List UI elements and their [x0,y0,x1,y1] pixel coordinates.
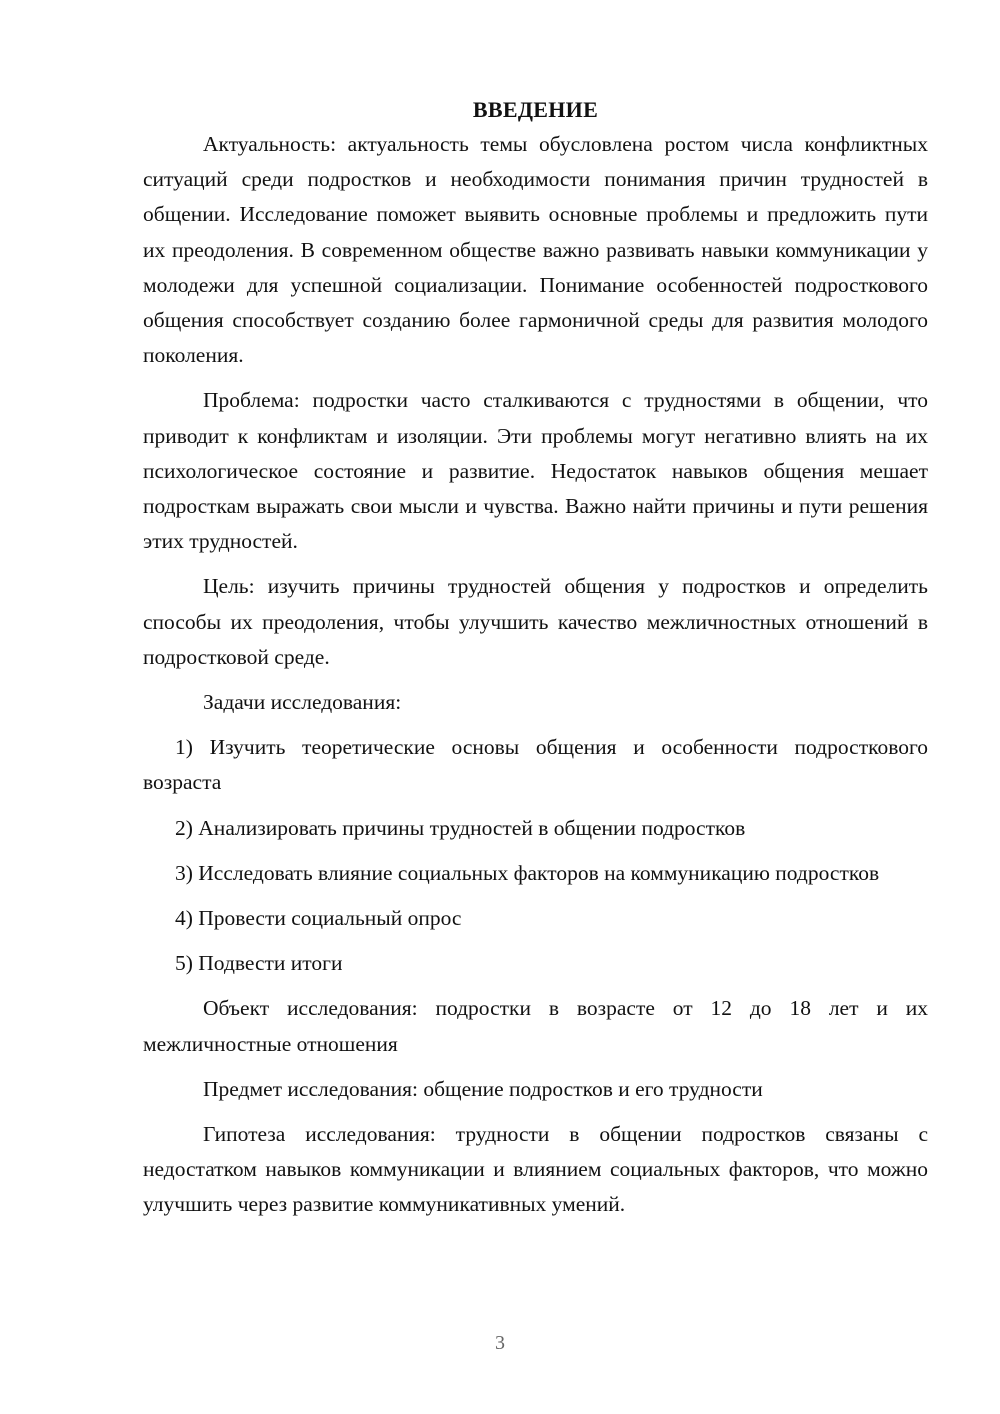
task-item-1: 1) Изучить теоретические основы общения и особенности подросткового возраста [143,735,928,795]
paragraph-subject: Предмет исследования: общение подростков и его трудности [203,1076,763,1101]
page-number: 3 [495,1332,505,1354]
task-item-3: 3) Исследовать влияние социальных факторов на коммуникацию подростков [175,860,880,885]
tasks-heading: Задачи исследования: [203,690,402,715]
paragraph-relevance: Актуальность: актуальность темы обусловлена ростом числа конфликтных ситуаций среди подростков и необходимости понимания причин трудностей в общении. Исследование поможет выявить основные проблемы и предложить пути их преодоления. В современном обществе важно развивать навыки коммуникации у молодежи для успешной социализации. Понимание особенностей подросткового общения способствует созданию более гармоничной среды для развития молодого поколения. [143,132,928,368]
paragraph-problem: Проблема: подростки часто сталкиваются с трудностями в общении, что приводит к конфликтам и изоляции. Эти проблемы могут негативно влиять на их психологическое состояние и развитие. Недостаток навыков общения мешает подросткам выражать свои мысли и чувства. Важно найти причины и пути решения этих трудностей. [143,388,928,554]
paragraph-object: Объект исследования: подростки в возрасте от 12 до 18 лет и их межличностные отношения [143,996,928,1056]
task-item-5: 5) Подвести итоги [175,951,343,976]
paragraph-hypothesis: Гипотеза исследования: трудности в общении подростков связаны с недостатком навыков коммуникации и влиянием социальных факторов, что можно улучшить через развитие коммуникативных умений. [143,1122,928,1217]
task-item-2: 2) Анализировать причины трудностей в общении подростков [175,815,746,840]
paragraph-goal: Цель: изучить причины трудностей общения у подростков и определить способы их преодоления, чтобы улучшить качество межличностных отношений в подростковой среде. [143,574,928,669]
task-item-4: 4) Провести социальный опрос [175,906,462,931]
document-page [143,92,928,1233]
section-title: ВВЕДЕНИЕ [472,97,599,122]
